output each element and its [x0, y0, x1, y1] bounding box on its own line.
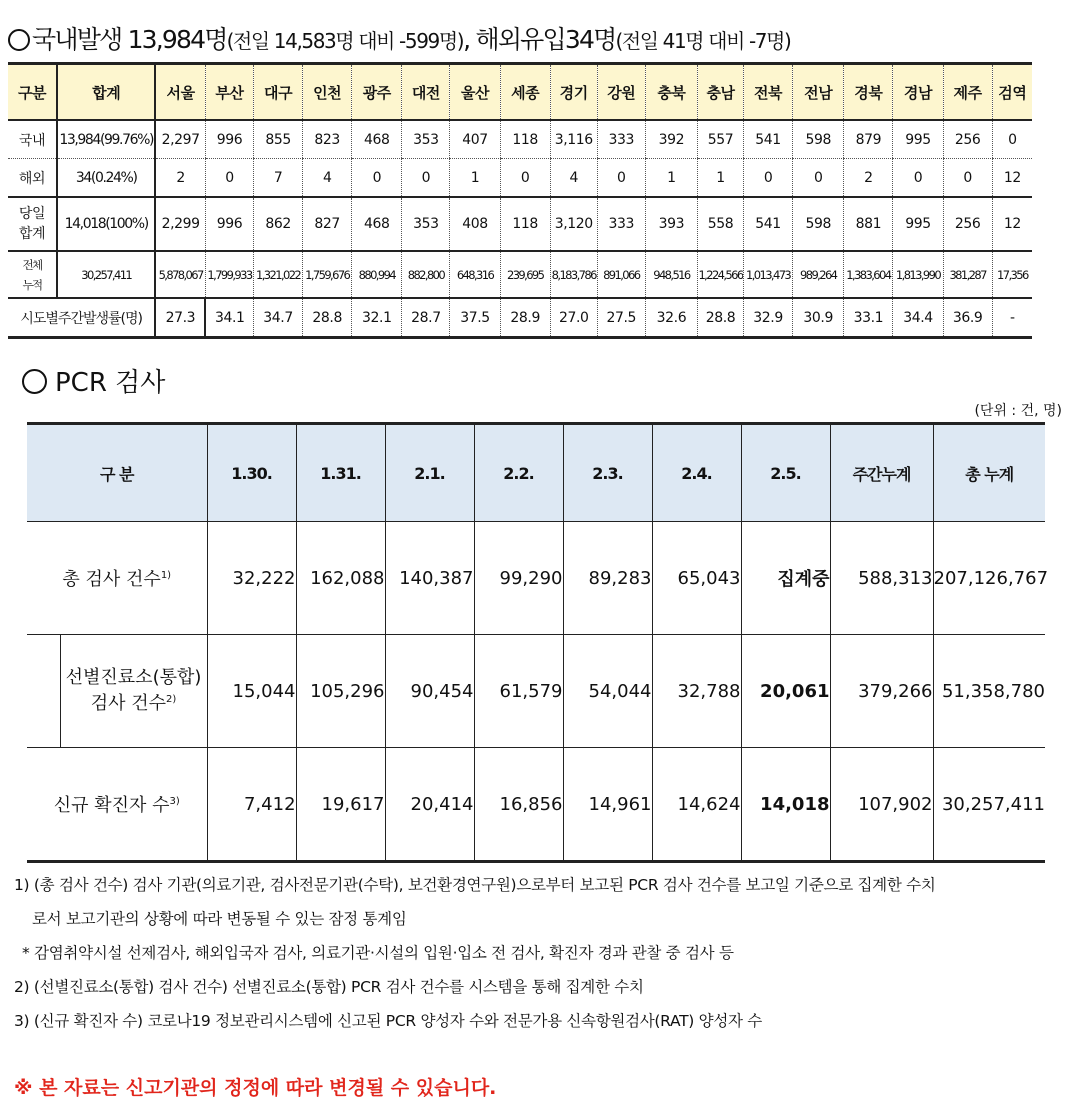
cell: 4 — [303, 159, 352, 198]
cell: 14,018 — [741, 748, 830, 862]
cell: 2 — [844, 159, 893, 198]
cell: 468 — [352, 197, 402, 251]
cell: 1,759,676 — [303, 251, 352, 298]
cell: 995 — [893, 197, 943, 251]
column-header: 전남 — [793, 64, 844, 121]
cell: 0 — [943, 159, 992, 198]
column-header: 경기 — [550, 64, 597, 121]
total-cell: 14,018(100%) — [57, 197, 155, 251]
cell: 541 — [744, 197, 793, 251]
cell: 집계중 — [741, 522, 830, 635]
regional-row — [8, 251, 1032, 298]
row-label: 해외 — [8, 159, 57, 198]
total-cell: 30,257,411 — [57, 251, 155, 298]
circle-bullet-icon — [8, 29, 30, 51]
pcr-header-row — [27, 424, 1045, 522]
cell: 54,044 — [563, 635, 652, 748]
cell: 32,222 — [207, 522, 296, 635]
cell: 1 — [450, 159, 500, 198]
cell: 27.5 — [597, 298, 645, 338]
cell: 20,414 — [385, 748, 474, 862]
pcr-row-screening-tests — [27, 635, 1045, 748]
cell: 1 — [698, 159, 744, 198]
cell: 28.7 — [402, 298, 450, 338]
pcr-col-header: 2.3. — [563, 424, 652, 522]
cell: 27.3 — [155, 298, 205, 338]
footnote: 1) (총 검사 건수) 검사 기관(의료기관, 검사전문기관(수탁), 보건환경연구원)으로부터 보고된 PCR 검사 건수를 보고일 기준으로 집계한 수치 — [14, 876, 936, 894]
pcr-row-total-tests — [27, 522, 1045, 635]
domestic-label: 국내발생 — [32, 25, 122, 54]
cell: 0 — [893, 159, 943, 198]
cell: 557 — [698, 120, 744, 159]
cell: 379,266 — [830, 635, 933, 748]
cell: 4 — [550, 159, 597, 198]
cell: 8,183,786 — [550, 251, 597, 298]
cell: 948,516 — [645, 251, 697, 298]
cell: 32.6 — [645, 298, 697, 338]
column-header: 서울 — [155, 64, 205, 121]
regional-header-row — [8, 64, 1032, 121]
overseas-count: 34명 — [564, 25, 616, 54]
cell: 30.9 — [793, 298, 844, 338]
pcr-col-header: 1.30. — [207, 424, 296, 522]
cell: 989,264 — [793, 251, 844, 298]
cell: 99,290 — [474, 522, 563, 635]
cell: 140,387 — [385, 522, 474, 635]
cell: 0 — [793, 159, 844, 198]
column-header: 부산 — [205, 64, 253, 121]
column-header: 경남 — [893, 64, 943, 121]
regional-row — [8, 120, 1032, 159]
cell: 1,321,022 — [254, 251, 303, 298]
cell: 0 — [205, 159, 253, 198]
row-label: 총 검사 건수$^{1)}$ — [27, 522, 207, 635]
cell: 855 — [254, 120, 303, 159]
cell: 2,299 — [155, 197, 205, 251]
cell: 879 — [844, 120, 893, 159]
pcr-col-header: 2.5. — [741, 424, 830, 522]
cell: 0 — [500, 159, 550, 198]
cell: 882,800 — [402, 251, 450, 298]
cell: 51,358,780 — [933, 635, 1045, 748]
row-label: 전체 누적 — [8, 251, 57, 298]
pcr-row-new-cases — [27, 748, 1045, 862]
cell: 996 — [205, 197, 253, 251]
cell: 881 — [844, 197, 893, 251]
cell: 207,126,767 — [933, 522, 1045, 635]
row-label: 당일 합계 — [8, 197, 57, 251]
column-header: 인천 — [303, 64, 352, 121]
pcr-col-header: 2.1. — [385, 424, 474, 522]
cell: 0 — [352, 159, 402, 198]
cell: 1,013,473 — [744, 251, 793, 298]
pcr-table — [27, 422, 1049, 863]
cell: 381,287 — [943, 251, 992, 298]
cell: 20,061 — [741, 635, 830, 748]
cell: 408 — [450, 197, 500, 251]
pcr-col-header: 총 누계 — [933, 424, 1045, 522]
cell: 37.5 — [450, 298, 500, 338]
cell: 118 — [500, 197, 550, 251]
cell: 32.9 — [744, 298, 793, 338]
cell: 598 — [793, 197, 844, 251]
domestic-note: (전일 14,583명 대비 -599명) — [226, 29, 464, 53]
cell: 89,283 — [563, 522, 652, 635]
column-header: 충북 — [645, 64, 697, 121]
cell: 0 — [402, 159, 450, 198]
unit-label: (단위 : 건, 명) — [974, 403, 1062, 419]
cell: 256 — [943, 120, 992, 159]
column-header: 경북 — [844, 64, 893, 121]
cell: 648,316 — [450, 251, 500, 298]
column-header: 대전 — [402, 64, 450, 121]
column-header: 강원 — [597, 64, 645, 121]
title-separator: , — [463, 25, 470, 54]
row-label: 선별진료소(통합) 검사 건수$^{2)}$ — [60, 635, 207, 748]
cell: 1,383,604 — [844, 251, 893, 298]
cell: 1,813,990 — [893, 251, 943, 298]
footnote: 2) (선별진료소(통합) 검사 건수) 선별진료소(통합) PCR 검사 건수를 시스템을 통해 집계한 수치 — [14, 978, 644, 996]
cell: 880,994 — [352, 251, 402, 298]
column-header: 합계 — [57, 64, 155, 121]
cell: 34.4 — [893, 298, 943, 338]
regional-cases-table — [8, 62, 1032, 339]
cell: 1,799,933 — [205, 251, 253, 298]
cell: 256 — [943, 197, 992, 251]
cell: 105,296 — [296, 635, 385, 748]
domestic-count: 13,984명 — [127, 25, 227, 54]
cell: 407 — [450, 120, 500, 159]
cell: 353 — [402, 197, 450, 251]
row-label: 시도별주간발생률(명) — [8, 298, 155, 338]
pcr-section-title — [22, 362, 165, 399]
footnotes — [14, 868, 936, 1038]
overseas-label: 해외유입 — [475, 25, 565, 54]
cell: 16,856 — [474, 748, 563, 862]
cell: 61,579 — [474, 635, 563, 748]
column-header: 울산 — [450, 64, 500, 121]
cell: 392 — [645, 120, 697, 159]
pcr-col-header: 구 분 — [27, 424, 207, 522]
cell: 995 — [893, 120, 943, 159]
cell: 19,617 — [296, 748, 385, 862]
cell: 32.1 — [352, 298, 402, 338]
summary-title — [8, 20, 1072, 60]
cell: 7,412 — [207, 748, 296, 862]
cell: 0 — [744, 159, 793, 198]
cell: 33.1 — [844, 298, 893, 338]
cell: - — [992, 298, 1032, 338]
cell: 239,695 — [500, 251, 550, 298]
cell: 353 — [402, 120, 450, 159]
cell: 1,224,566 — [698, 251, 744, 298]
cell: 541 — [744, 120, 793, 159]
cell: 34.1 — [205, 298, 253, 338]
cell: 598 — [793, 120, 844, 159]
cell: 17,356 — [992, 251, 1032, 298]
circle-bullet-icon — [22, 369, 47, 394]
pcr-title-text: PCR 검사 — [55, 368, 166, 398]
cell: 333 — [597, 120, 645, 159]
cell: 823 — [303, 120, 352, 159]
cell: 12 — [992, 197, 1032, 251]
cell: 5,878,067 — [155, 251, 205, 298]
footnote: 3) (신규 확진자 수) 코로나19 정보관리시스템에 신고된 PCR 양성자 수와 전문가용 신속항원검사(RAT) 양성자 수 — [14, 1012, 762, 1030]
cell: 333 — [597, 197, 645, 251]
column-header: 제주 — [943, 64, 992, 121]
pcr-col-header: 2.4. — [652, 424, 741, 522]
cell: 393 — [645, 197, 697, 251]
column-header: 전북 — [744, 64, 793, 121]
column-header: 검역 — [992, 64, 1032, 121]
cell: 3,120 — [550, 197, 597, 251]
cell: 3,116 — [550, 120, 597, 159]
overseas-note: (전일 41명 대비 -7명) — [615, 29, 791, 53]
regional-row — [8, 298, 1032, 338]
regional-row — [8, 159, 1032, 198]
cell: 28.8 — [303, 298, 352, 338]
total-cell: 13,984(99.76%) — [57, 120, 155, 159]
cell: 162,088 — [296, 522, 385, 635]
cell: 891,066 — [597, 251, 645, 298]
cell: 0 — [992, 120, 1032, 159]
column-header: 충남 — [698, 64, 744, 121]
cell: 118 — [500, 120, 550, 159]
cell: 827 — [303, 197, 352, 251]
cell: 27.0 — [550, 298, 597, 338]
pcr-col-header: 2.2. — [474, 424, 563, 522]
cell: 65,043 — [652, 522, 741, 635]
cell: 468 — [352, 120, 402, 159]
column-header: 광주 — [352, 64, 402, 121]
warning-notice: ※ 본 자료는 신고기관의 정정에 따라 변경될 수 있습니다. — [14, 1077, 497, 1099]
indent-cell — [27, 635, 60, 748]
cell: 1 — [645, 159, 697, 198]
footnote: 로서 보고기관의 상황에 따라 변동될 수 있는 잠정 통계임 — [32, 910, 407, 928]
cell: 28.9 — [500, 298, 550, 338]
cell: 34.7 — [254, 298, 303, 338]
cell: 32,788 — [652, 635, 741, 748]
cell: 30,257,411 — [933, 748, 1045, 862]
column-header: 대구 — [254, 64, 303, 121]
column-header: 구분 — [8, 64, 57, 121]
cell: 996 — [205, 120, 253, 159]
cell: 14,961 — [563, 748, 652, 862]
column-header: 세종 — [500, 64, 550, 121]
total-cell: 34(0.24%) — [57, 159, 155, 198]
cell: 862 — [254, 197, 303, 251]
cell: 15,044 — [207, 635, 296, 748]
row-label: 신규 확진자 수$^{3)}$ — [27, 748, 207, 862]
cell: 2,297 — [155, 120, 205, 159]
regional-row — [8, 197, 1032, 251]
cell: 28.8 — [698, 298, 744, 338]
cell: 14,624 — [652, 748, 741, 862]
cell: 90,454 — [385, 635, 474, 748]
cell: 2 — [155, 159, 205, 198]
cell: 36.9 — [943, 298, 992, 338]
cell: 0 — [597, 159, 645, 198]
cell: 7 — [254, 159, 303, 198]
pcr-col-header: 1.31. — [296, 424, 385, 522]
cell: 588,313 — [830, 522, 933, 635]
cell: 558 — [698, 197, 744, 251]
footnote: * 감염취약시설 선제검사, 해외입국자 검사, 의료기관·시설의 입원·입소 전 검사, 확진자 경과 관찰 중 검사 등 — [22, 944, 734, 962]
pcr-col-header: 주간누계 — [830, 424, 933, 522]
row-label: 국내 — [8, 120, 57, 159]
cell: 12 — [992, 159, 1032, 198]
cell: 107,902 — [830, 748, 933, 862]
